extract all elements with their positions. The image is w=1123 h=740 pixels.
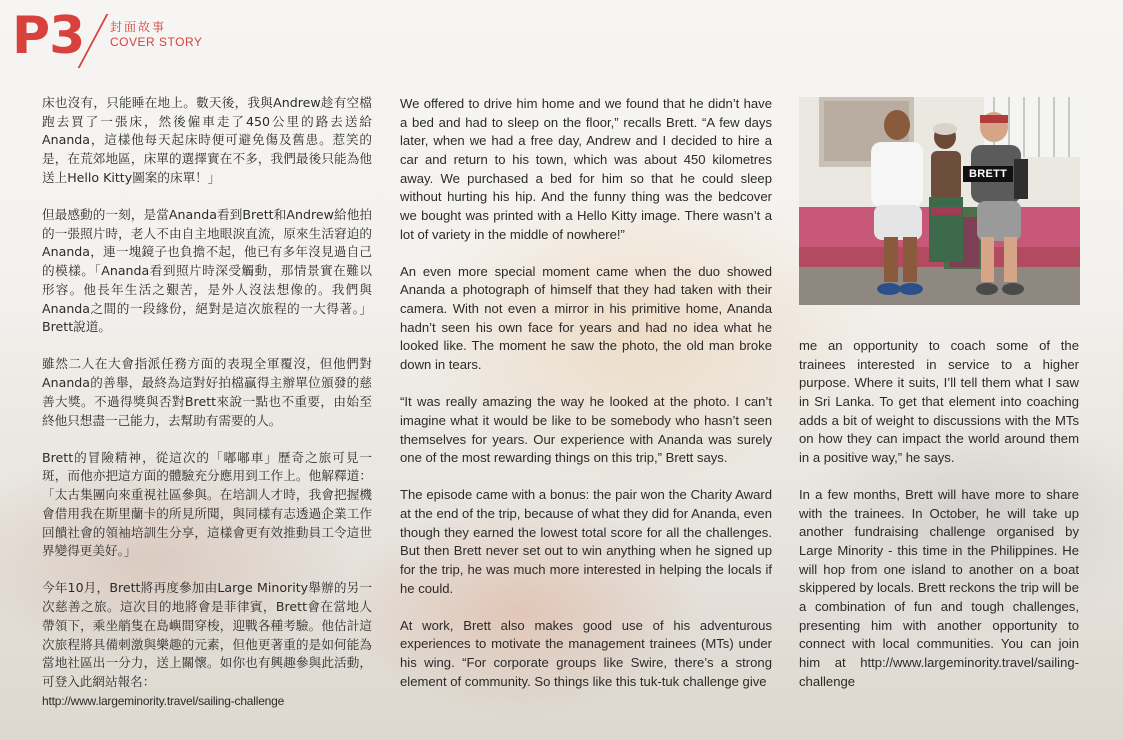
paragraph: An even more special moment came when the duo showed Ananda a photograph of himself that they had taken with their camera. With not even a mirror in his primitive home, Ananda hadn’t seen his own face for years and had no idea what he looked like. The moment he saw the photo, the old man broke down in tears. — [400, 263, 772, 373]
challenge-link[interactable]: http://www.largeminority.travel/sailing-challenge — [42, 693, 285, 708]
chinese-article-column — [42, 94, 372, 710]
paragraph: At work, Brett also makes good use of his adventurous experiences to motivate the management trainees (MTs) under his wing. “For corporate groups like Swire, there’s a strong element of community. So things like this tuk-tuk challenge give — [400, 617, 772, 689]
paragraph: 雖然二人在大會指派任務方面的表現全軍覆沒，但他們對Ananda的善舉，最終為這對好拍檔贏得主辦單位頒發的慈善大獎。不過得獎與否對Brett來說一點也不重要，由始至終他只想盡一己能力，去幫助有需要的人。 — [42, 356, 372, 428]
paragraph-text: 今年10月，Brett將再度參加由Large Minority舉辦的另一次慈善之旅。這次目的地將會是菲律賓，Brett會在當地人帶領下，乘坐艄隻在島嶼間穿梭，迎戰各種考驗。他估計這次旅程將具備刺激與樂趣的元素，但他更著重的是如何能為當地社區出一分力，送上關懷。如你也有興趣參與此活動，可登入此網站報名： — [42, 580, 372, 689]
paragraph: 床也沒有，只能睡在地上。數天後，我與Andrew趁有空檔跑去買了一張床，然後僱車走了450公里的路去送給Ananda，這樣他每天起床時便可避免傷及舊患。惹笑的是，在荒郊地區，床單的選擇實在不多，我們最後只能為他送上Hello Kitty圖案的床單！」 — [42, 95, 372, 185]
photo-name-label: BRETT — [963, 166, 1013, 182]
paragraph: me an opportunity to coach some of the trainees interested in service to a higher purpose. Where it suits, I’ll tell them what I saw in Sri Lanka. To get that element into coaching adds a bit of weight to discussions with the MTs on how they can impact the world around them in a positive way,” he says. — [799, 338, 1079, 465]
article-photo — [799, 97, 1080, 305]
section-title-en: COVER STORY — [110, 35, 203, 49]
page-number: P3 — [12, 6, 85, 66]
section-title-zh: 封面故事 — [110, 20, 167, 34]
paragraph: We offered to drive him home and we found that he didn’t have a bed and had to sleep on the floor,” recalls Brett. “A few days later, when we had a free day, Andrew and I decided to hire a car and return to his town, which was about 450 kilometres away. We purchased a bed for him so that he could sleep without hurting his hip. And the funny thing was the bedcover we bought was printed with a Hello Kitty image. There wasn’t a lot of variety in the middle of nowhere!” — [400, 96, 772, 242]
paragraph: The episode came with a bonus: the pair won the Charity Award at the end of the trip, because of what they did for Ananda, even though they earned the lowest total score for all the challenges. But then Brett never set out to win anything when he signed up for the trip, he was much more interested in helping the locals if he could. — [400, 487, 772, 596]
photo-illustration — [799, 97, 1080, 305]
english-article-column-right — [799, 337, 1079, 710]
paragraph: 但最感動的一刻，是當Ananda看到Brett和Andrew給他拍的一張照片時，老人不由自主地眼淚直流，原來生活窘迫的Ananda，連一塊鏡子也負擔不起，他已有多年沒見過自己的模樣。「Ananda看到照片時深受觸動，那情景實在難以形容。他長年生活之艱苦，是外人沒法想像的。我們與Ananda之間的一段緣份，絕對是這次旅程的一大得著。」Brett說道。 — [42, 207, 372, 335]
english-article-column-middle — [400, 95, 772, 710]
paragraph: In a few months, Brett will have more to share with the trainees. In October, he will take up another fundraising challenge organised by Large Minority - this time in the Philippines. He will hop from one island to another on a boat skippered by locals. Brett reckons the trip will be a combination of fun and tough challenges, presenting him with another opportunity to connect with local communities. You can join him at http://www.largeminority.travel/sailing-challenge — [799, 487, 1079, 689]
paragraph: “It was really amazing the way he looked at the photo. I can’t imagine what it would be like to be somebody who hasn’t seen themselves for years. Our experience with Ananda was surely one of the most rewarding things on this trip,” Brett says. — [400, 394, 772, 466]
paragraph: Brett的冒險精神，從這次的「嘟嘟車」歷奇之旅可見一斑，而他亦把這方面的體驗充分應用到工作上。他解釋道：「太古集團向來重視社區參與。在培訓人才時，我會把握機會借用我在斯里蘭卡的所見所聞，與同樣有志透過企業工作回饋社會的領袖培訓生分享，這樣會更有效推動員工令這世界變得更美好。」 — [42, 449, 372, 559]
paragraph — [42, 579, 372, 710]
